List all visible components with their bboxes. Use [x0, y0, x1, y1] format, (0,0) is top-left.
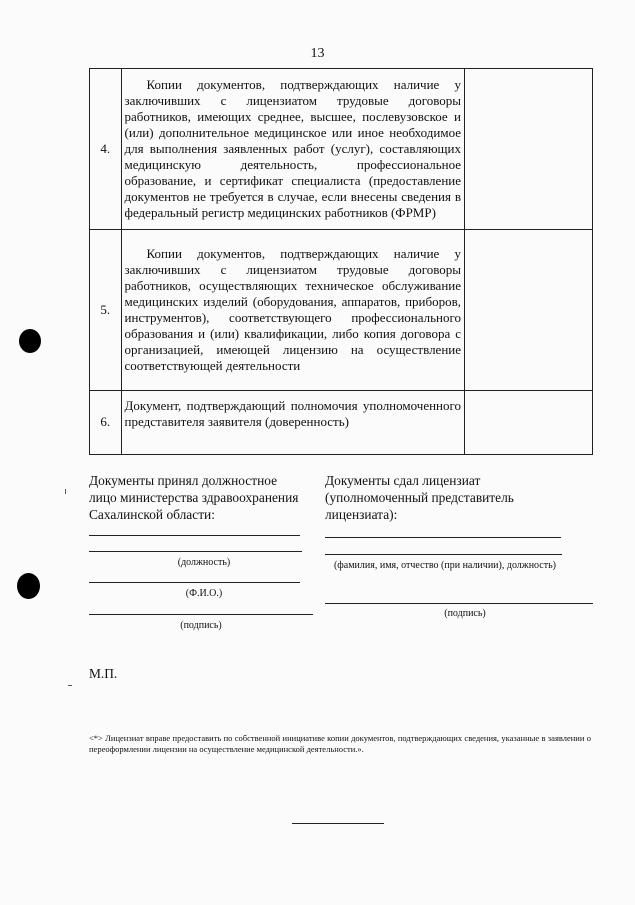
accepted-signature-caption: (подпись): [180, 620, 222, 631]
row-blank-cell: [465, 391, 593, 455]
submitted-name-caption: (фамилия, имя, отчество (при наличии), должность): [333, 560, 557, 571]
submitted-signature-caption: (подпись): [444, 608, 486, 619]
submitted-line: [325, 537, 561, 538]
accepted-line: [89, 535, 300, 536]
accepted-by-block: Документы принял должностное лицо министерства здравоохранения Сахалинской области:: [89, 473, 299, 523]
scan-speck: [68, 685, 72, 686]
punch-hole-top: [19, 329, 41, 353]
table-row: [90, 391, 593, 455]
row-description: Копии документов, подтверждающих наличие у заключивших с лицензиатом трудовые договоры работников, осуществляющих техническое обслуживание медицинских изделий (оборудования, аппаратов, приборов, инструментов), соответствующего профессионального образования и (или) квалификации, либо копия договора с организацией, имеющей лицензию на осуществление соответствующей деятельности: [121, 230, 464, 391]
row-blank-cell: [465, 69, 593, 230]
row-description: Копии документов, подтверждающих наличие у заключивших с лицензиатом трудовые договоры работников, имеющих среднее, высшее, послевузовское и (или) дополнительное медицинское или иное необходимое для выполнения заявленных работ (услуг), составляющих медицинскую деятельность, профессиональное образование, и сертификат специалиста (предоставление документов не требуется в случае, если внесены сведения в федеральный регистр медицинских работников (ФРМР): [121, 69, 464, 230]
table-row: [90, 69, 593, 230]
submitted-by-block: Документы сдал лицензиат (уполномоченный представитель лицензиата):: [325, 473, 514, 523]
row-number: 6.: [90, 391, 122, 455]
accepted-position-line: [89, 551, 302, 552]
submitted-name-line: [325, 554, 562, 555]
page-number: 13: [310, 46, 325, 61]
submitted-signature-line: [325, 603, 593, 604]
footnote: <*> Лицензиат вправе предоставить по собственной инициативе копии документов, подтверждающих сведения, указанные в заявлении о переоформлении лицензии на осуществление медицинской деятельности.».: [89, 733, 591, 755]
stamp-place-label: М.П.: [89, 666, 118, 681]
row-description: Документ, подтверждающий полномочия уполномоченного представителя заявителя (доверенность): [121, 391, 464, 455]
accepted-name-line: [89, 582, 300, 583]
accepted-signature-line: [89, 614, 313, 615]
accepted-position-caption: (должность): [177, 557, 231, 568]
accepted-name-caption: (Ф.И.О.): [185, 588, 223, 599]
documents-table: [89, 68, 593, 455]
scan-speck: [65, 489, 66, 494]
row-blank-cell: [465, 230, 593, 391]
table-row: [90, 230, 593, 391]
punch-hole-bottom: [17, 573, 40, 599]
row-number: 5.: [90, 230, 122, 391]
end-rule: [292, 823, 384, 824]
row-number: 4.: [90, 69, 122, 230]
